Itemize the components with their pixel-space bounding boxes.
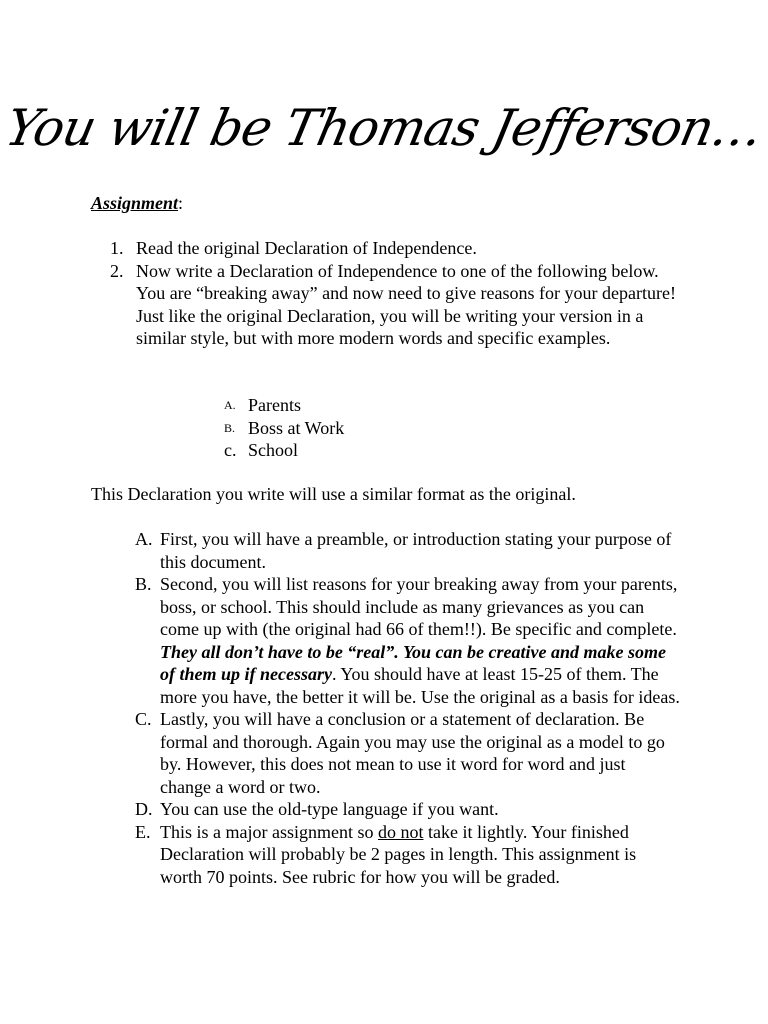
- assignment-heading-colon: :: [178, 193, 184, 213]
- option-item-boss: [224, 417, 524, 440]
- list-marker: 2.: [110, 260, 124, 281]
- page-title: You will be Thomas Jefferson…: [0, 99, 768, 157]
- option-label: Boss at Work: [248, 417, 345, 438]
- list-marker: D.: [135, 799, 153, 819]
- list-marker: E.: [135, 821, 151, 842]
- list-item: [110, 260, 690, 350]
- format-item-text: This is a major assignment so: [160, 821, 378, 842]
- list-marker: C.: [135, 709, 152, 729]
- list-marker: c.: [224, 440, 237, 460]
- format-item-preamble: [135, 528, 680, 573]
- format-item-text: Lastly, you will have a conclusion or a statement of declaration. Be formal and thorough. Again you may use the original as a model to go by. However, this does not mean to use it word for word and just change a word or two.: [160, 709, 665, 797]
- format-item-underlined: do not: [377, 821, 424, 842]
- list-marker: B.: [224, 420, 236, 435]
- list-marker: A.: [135, 529, 153, 549]
- numbered-list: [110, 237, 690, 350]
- format-item-conclusion: [135, 708, 680, 798]
- option-label: School: [248, 440, 299, 460]
- list-item-text: Read the original Declaration of Independence.: [136, 238, 477, 258]
- list-marker: A.: [224, 398, 236, 412]
- format-list: [135, 528, 680, 888]
- format-item-text: Second, you will list reasons for your breaking away from your parents, boss, or school. This should include as many grievances as you can come up with (the original had 66 of them!!). Be specific and complete.: [160, 574, 678, 639]
- list-marker: 1.: [110, 238, 124, 258]
- format-item-major-assignment: [135, 821, 680, 889]
- format-item-text: First, you will have a preamble, or introduction stating your purpose of this document.: [160, 529, 672, 572]
- format-item-text-after: take it lightly. Your finished Declaration will probably be 2 pages in length. This assignment is worth 70 points. See rubric for how you will be graded.: [160, 821, 637, 887]
- assignment-heading-word: Assignment: [91, 193, 179, 213]
- list-item-text: Now write a Declaration of Independence to one of the following below. You are “breaking away” and now need to give reasons for your departure! Just like the original Declaration, you will be writing your version in a similar style, but with more modern words and specific examples.: [136, 260, 676, 348]
- options-list: [224, 394, 524, 462]
- format-item-text-after: . You should have at least 15-25 of them. The more you have, the better it will be. Use the original as a basis for ideas.: [160, 664, 680, 707]
- format-item-text: You can use the old-type language if you want.: [160, 799, 499, 819]
- option-item-school: [224, 439, 524, 462]
- assignment-heading: [91, 192, 183, 215]
- option-item-parents: [224, 394, 524, 417]
- list-item: [110, 237, 690, 260]
- format-item-grievances: [135, 573, 680, 708]
- format-item-language: [135, 798, 680, 821]
- format-intro: This Declaration you write will use a similar format as the original.: [91, 484, 576, 504]
- option-label: Parents: [248, 395, 301, 415]
- format-item-emphasis: They all don’t have to be “real”. You can be creative and make some of them up if necessary: [160, 641, 666, 684]
- list-marker: B.: [135, 574, 152, 594]
